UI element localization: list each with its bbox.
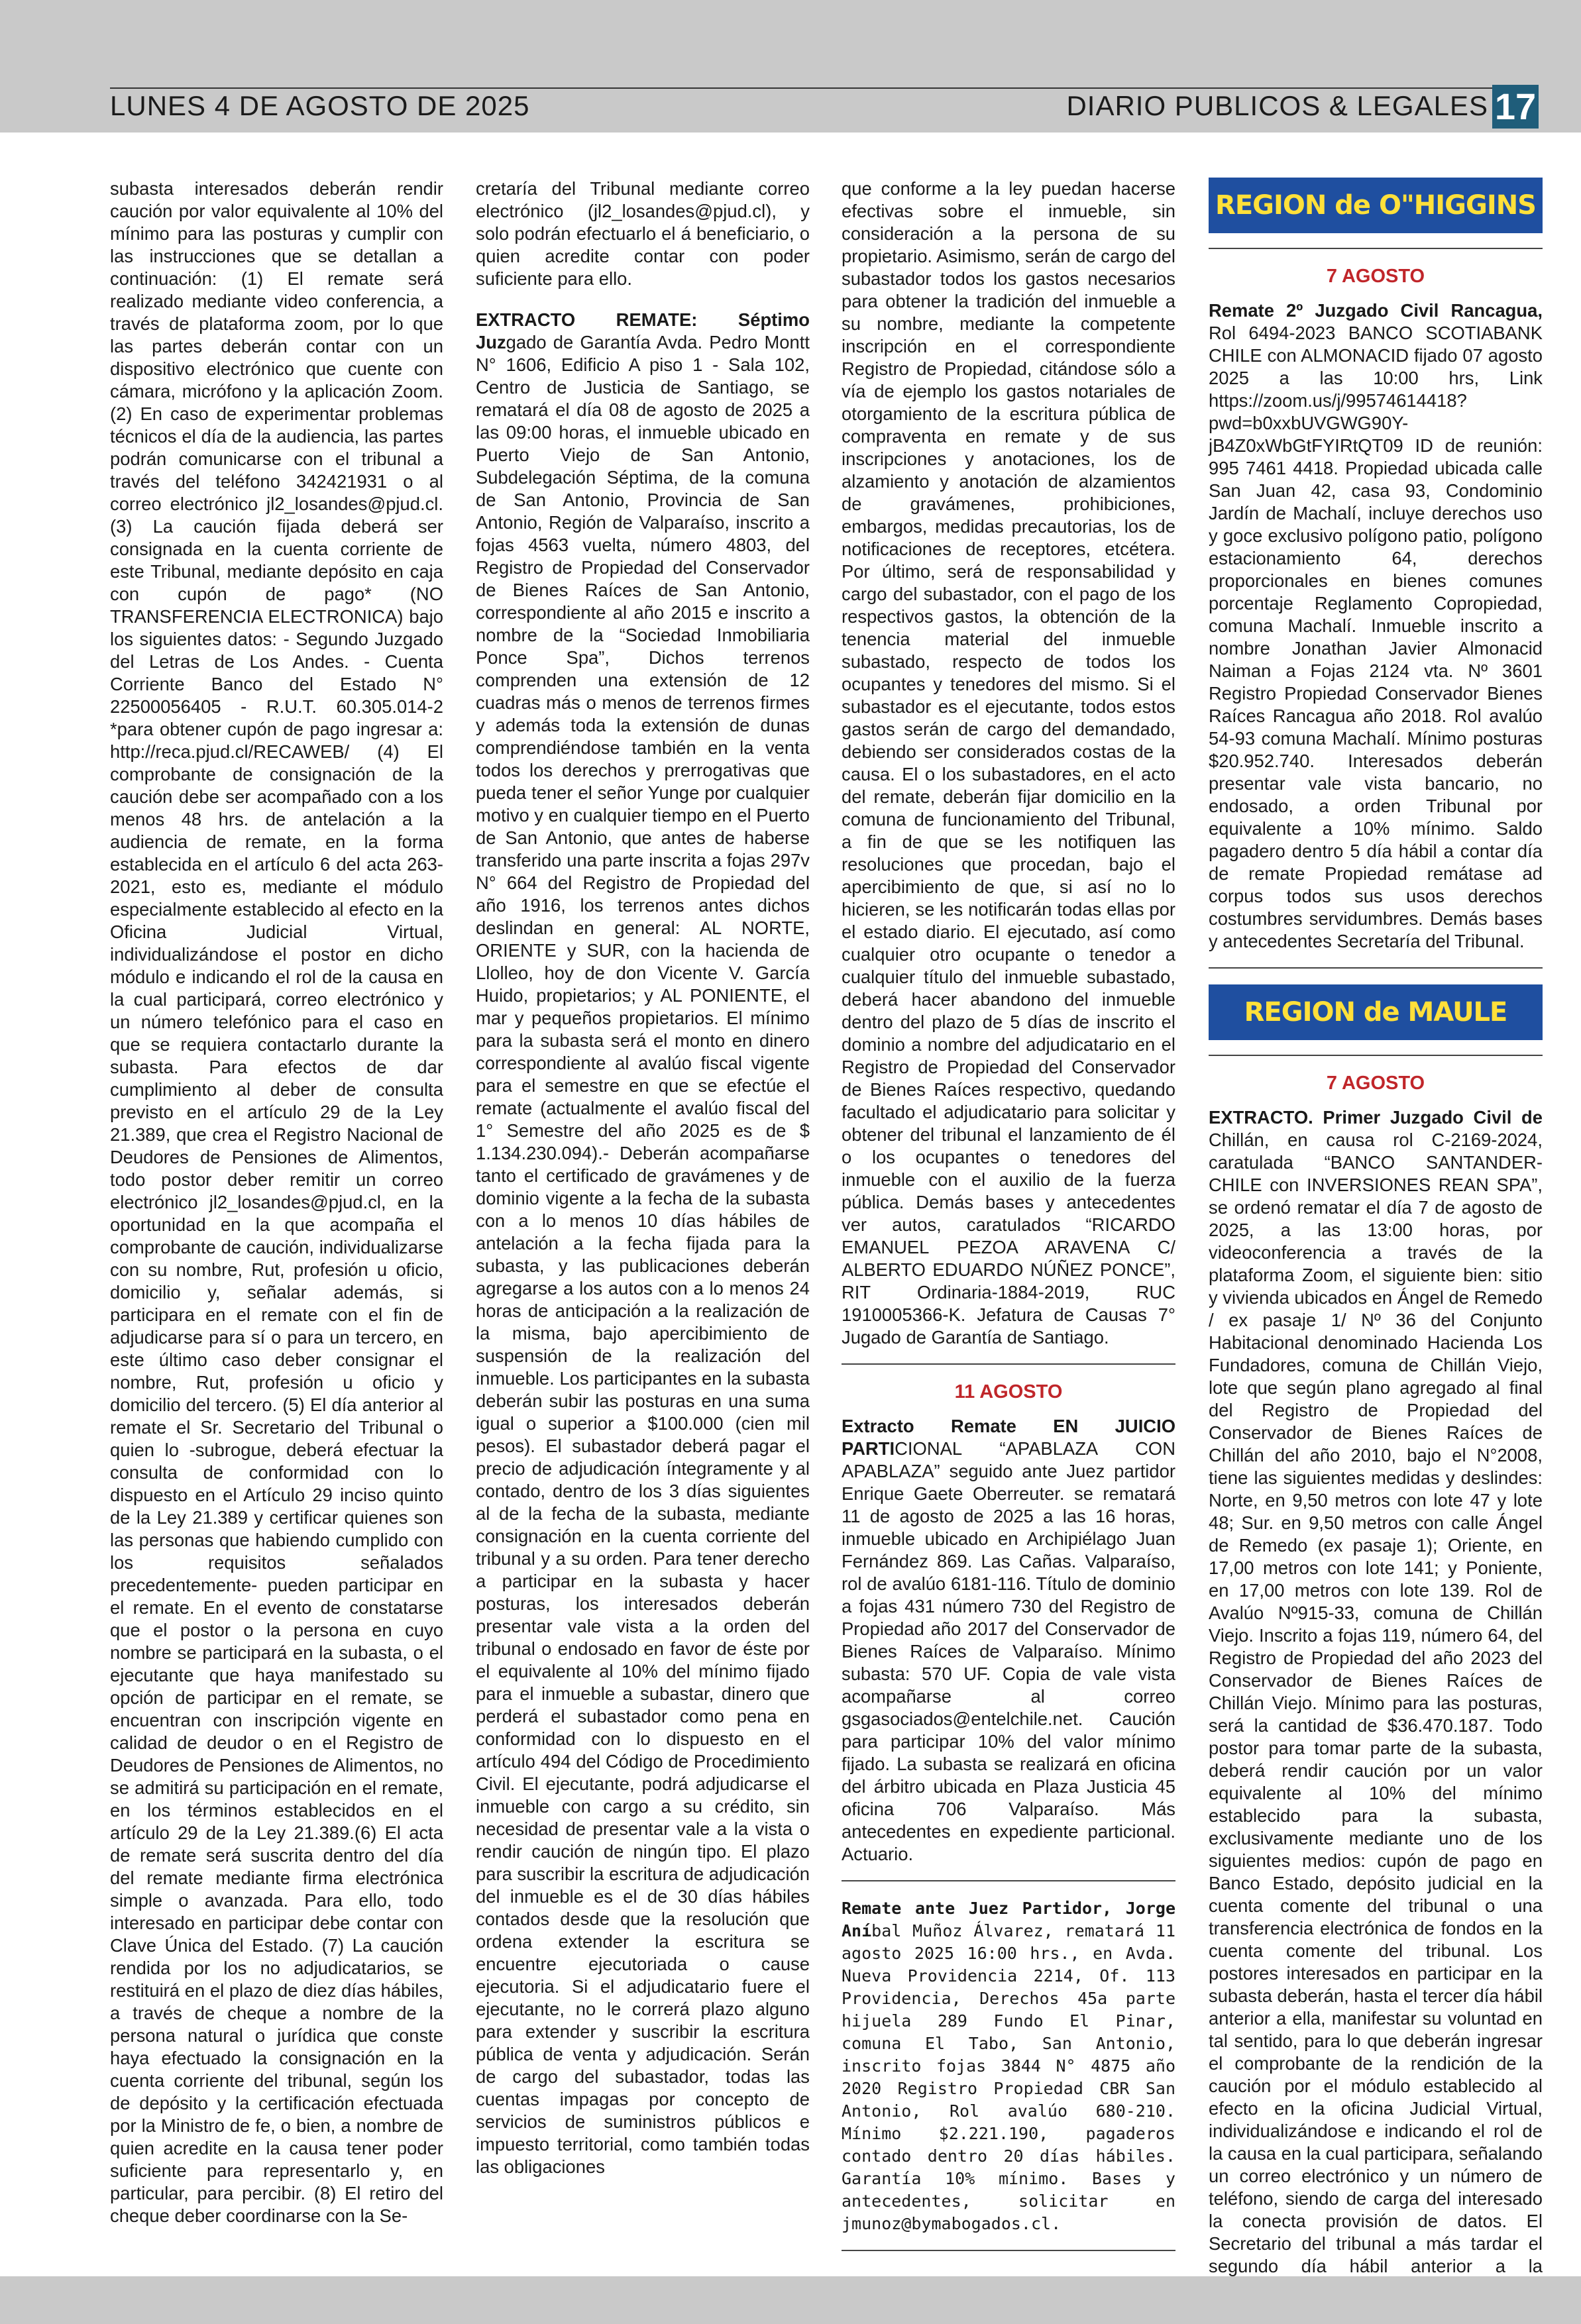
divider <box>842 1363 1175 1365</box>
page-number: 17 <box>1492 85 1539 129</box>
divider <box>1209 248 1543 249</box>
notice-body: CIONAL “APABLAZA CON APABLAZA” seguido ante Juez partidor Enrique Gaete Oberreuter. se rematará 11 de agosto de 2025 a las 16 horas, inmueble ubicado en Archipiélago Juan Fernández 869. Las Cañas. Valparaíso, rol de avalúo 6181-116. Título de dominio a fojas 431 número 730 del Registro de Propiedad año 2017 del Conservador de Bienes Raíces de Valparaíso. Mínimo subasta: 570 UF. Copia de vale vista acompañarse al correo gsgasociados@entelchile.net. Caución para participar 10% del valor mínimo fijado. La subasta se realizará en oficina del árbitro ubicada en Plaza Justicia 45 oficina 706 Valparaíso. Más antecedentes en expediente particional. Actuario. <box>842 1438 1175 1864</box>
newspaper-name: DIARIO PUBLICOS & LEGALES <box>1066 90 1488 121</box>
notice-body: Chillán, en causa rol C-2169-2024, caratulada “BANCO SANTANDER- CHILE con INVERSIONES REAN SPA”, se ordenó rematar el día 7 de agosto de 2025, a las 13:00 horas, por videoconferencia a través de la plataforma Zoom, el siguiente bien: sitio y vivienda ubicados en Ángel de Remedo / ex pasaje 1/ Nº 36 del Conjunto Habitacional denominado Hacienda Los Fundadores, comuna de Chillán Viejo, lote que según plano agregado al final del Registro de Propiedad del Conservador de Bienes Raíces de Chillán del año 2010, bajo el N°2008, tiene las siguientes medidas y deslindes: Norte, en 9,50 metros con lote 47 y lote 48; Sur. en 9,50 metros con calle Ángel de Remedo (ex pasaje 1); Oriente, en 17,00 metros con lote 141; y Poniente, en 17,00 metros con lote 139. Rol de Avalúo Nº915-33, comuna de Chillán Viejo. Inscrito a fojas 119, número 64, del Registro de Propiedad del año 2023 del Conservador de Bienes Raíces de Chillán Viejo. Mínimo para las posturas, será la cantidad de $36.470.187. Todo postor para tomar parte de la subasta, deberá rendir caución por un valor equivalente al 10% del mínimo establecido para la subasta, exclusivamente mediante uno de los siguientes medios: cupón de pago en Banco Estado, depósito judicial en la cuenta comente del tribunal o una transferencia electrónica de fondos en la cuenta comente del tribunal. Los postores interesados en participar en la subasta deberán, hasta el tercer día hábil anterior a ella, manifestar su voluntad en tal sentido, para lo que deberán ingresar el comprobante de la rendición de la caución por el módulo establecido al efecto en la oficina Judicial Virtual, individualizándose e indicando el rol de la causa en la cual participara, señalando un correo electrónico y un número de teléfono, siendo de carga del interesado la conecta provisión de datos. El Secretario del tribunal a más tardar el segundo día hábil anterior a la <box>1209 1130 1543 2276</box>
column-2 <box>476 178 810 2178</box>
notice-juicio-particional <box>842 1415 1175 1866</box>
region-banner-maule: REGION de MAULE <box>1209 984 1543 1040</box>
notice-heading: Remate 2º Juzgado Civil Rancagua, <box>1209 300 1543 321</box>
divider <box>1209 967 1543 969</box>
notice-heading: EXTRACTO REMATE: Séptimo Juz <box>476 309 810 352</box>
notice-continuation: subasta interesados deberán rendir caución por valor equivalente al 10% del mínimo para las posturas y cumplir con las instrucciones que se detallan a continuación: (1) El remate será realizado mediante video conferencia, a través de plataforma zoom, por lo que las partes deberán contar con un dispositivo electrónico que cuente con cámara, micrófono y la aplicación Zoom. (2) En caso de experimentar problemas técnicos el día de la audiencia, las partes podrán comunicarse con el tribunal a través del teléfono 342421931 o al correo electrónico jl2_losandes@pjud.cl. (3) La caución fijada deberá ser consignada en la cuenta corriente de este Tribunal, mediante depósito en caja con cupón de pago* (NO TRANSFERENCIA ELECTRONICA) bajo los siguientes datos: - Segundo Juzgado del Letras de Los Andes. - Cuenta Corriente Banco del Estado N° 22500056405 - R.U.T. 60.305.014-2 *para obtener cupón de pago ingresar a: http://reca.pjud.cl/RECAWEB/ (4) El comprobante de consignación de la caución debe ser acompañado con a los menos 48 hrs. de antelación a la audiencia de remate, en la forma establecida en el artículo 6 del acta 263-2021, esto es, mediante el módulo especialmente establecido al efecto en la Oficina Judicial Virtual, individualizándose el postor en dicho módulo e indicando el rol de la causa en la cual participará, correo electrónico y un número telefónico para el caso en que se requiera contactarlo durante la subasta. Para efectos de dar cumplimiento al deber de consulta previsto en el artículo 29 de la Ley 21.389, que crea el Registro Nacional de Deudores de Pensiones de Alimentos, todo postor deber remitir un correo electrónico jl2_losandes@pjud.cl, en la oportunidad en la que acompaña el comprobante de caución, individualizarse con su nombre, Rut, profesión u oficio, domicilio y, señalar además, si participara en el remate con el fin de adjudicarse para sí o para un tercero, en este último caso deber consignar el nombre, Rut, profesión u oficio y domicilio del tercero. (5) El día anterior al remate el Sr. Secretario del Tribunal o quien lo -subrogue, deberá efectuar la consulta de conformidad con lo dispuesto en el Artículo 29 inciso quinto de la Ley 21.389 y certificar quienes son las personas que habiendo cumplido con los requisitos señalados precedentemente- pueden participar en el remate. En el evento de constatarse que el postor o la persona en cuyo nombre se participará en la subasta, o el ejecutante que haya manifestado su opción de participar en el remate, se encuentran con inscripción vigente en calidad de deudor o en el Registro de Deudores de Pensiones de Alimentos, no se admitirá su participación en el remate, en los términos establecidos en el artículo 29 de la Ley 21.389.(6) El acta de remate será suscrita dentro del día del remate mediante firma electrónica simple o avanzada. Para ello, todo interesado en participar debe contar con Clave Única del Estado. (7) La caución rendida por los no adjudicatarios, se restituirá en el plazo de diez días hábiles, a través de cheque a nombre de la persona natural o jurídica que conste haya efectuado la consignación en la cuenta corriente del tribunal, según los de depósito y la certificación efectuada por la Ministro de fe, o bien, a nombre de quien acredite en la causa tener poder suficiente para representarlo y, en particular, para percibir. (8) El retiro del cheque deber coordinarse con la Se- <box>110 178 443 2226</box>
section-date: 7 AGOSTO <box>1326 266 1425 287</box>
section-date: 7 AGOSTO <box>1326 1073 1425 1094</box>
notice-heading: Extracto Remate EN JUICIO PARTI <box>842 1416 1175 1459</box>
notice-body: Rol 6494-2023 BANCO SCOTIABANK CHILE con ALMONACID fijado 07 agosto 2025 a las 10:00 hrs, Link https://zoom.us/j/99574614418?pwd=b0xxbUVGWG90Y-jB4Z0xWbGtFYIRtQT09 ID de reunión: 995 7461 4418. Propiedad ubicada calle San Juan 42, casa 93, Condominio Jardín de Machalí, incluye derechos uso y goce exclusivo polígono patio, polígono estacionamiento 64, derechos proporcionales en bienes comunes porcentaje Reglamento Copropiedad, comuna Machalí. Inmueble inscrito a nombre Jonathan Javier Almonacid Naiman a Fojas 2124 vta. Nº 3601 Registro Propiedad Conservador Bienes Raíces Rancagua año 2018. Rol avalúo 54-93 comuna Machalí. Mínimo posturas $20.952.740. Interesados deberán presentar vale vista bancario, no endosado, a orden Tribunal por equivalente a 10% mínimo. Saldo pagadero dentro 5 día hábil a contar día de remate Propiedad remátase ad corpus todos sus usos derechos costumbres servidumbres. Demás bases y antecedentes Secretaría del Tribunal. <box>1209 323 1543 951</box>
notice-continuation: cretaría del Tribunal mediante correo electrónico (jl2_losandes@pjud.cl), y solo podrán efectuarlo el á beneficiario, o quien acredite contar con poder suficiente para ello. <box>476 178 810 289</box>
divider <box>842 1880 1175 1881</box>
divider <box>842 2250 1175 2251</box>
notice-heading: EXTRACTO. Primer Juzgado Civil de <box>1209 1107 1543 1128</box>
column-4 <box>1209 178 1543 2300</box>
notice-continuation: que conforme a la ley puedan hacerse efectivas sobre el inmueble, sin consideración a la persona de su propietario. Asimismo, serán de cargo del subastador todos los gastos necesarios para obtener la tradición del inmueble a su nombre, mediante la competente inscripción en el correspondiente Registro de Propiedad, citándose sólo a vía de ejemplo los gastos notariales de otorgamiento de la escritura pública de compraventa en remate y de sus inscripciones y anotaciones, los de alzamiento y anotación de alzamientos de gravámenes, prohibiciones, embargos, medidas precautorias, los de notificaciones de receptores, etcétera. Por último, será de responsabilidad y cargo del subastador, con el pago de los respectivos gastos, la obtención de la tenencia material del inmueble subastado, respecto de todos los ocupantes y tenedores del mismo. Si el subastador es el ejecutante, todos estos gastos serán de cargo del demandado, debiendo ser considerados costas de la causa. El o los subastadores, en el acto del remate, deberán fijar domicilio en la comuna de funcionamiento del Tribunal, a fin de que se les notifiquen las resoluciones que procedan, bajo el apercibimiento de que, si así no lo hicieren, se les notificarán todas ellas por el estado diario. El ejecutado, así como cualquier otro ocupante o tenedor a cualquier título del inmueble subastado, deberá hacer abandono del inmueble dentro del plazo de 5 días de inscrito el dominio a nombre del adjudicatario en el Registro de Propiedad del Conservador de Bienes Raíces respectivo, quedando facultado el adjudicatario para solicitar y obtener del tribunal el lanzamiento de él o los ocupantes o tenedores del inmueble con el auxilio de la fuerza pública. Demás bases y antecedentes ver autos, caratulados “RICARDO EMANUEL PEZOA ARAVENA C/ ALBERTO EDUARDO NÚÑEZ PONCE”, RIT Ordinaria-1884-2019, RUC 1910005366-K. Jefatura de Causas 7° Jugado de Garantía de Santiago. <box>842 178 1175 1347</box>
notice-body: gado de Garantía Avda. Pedro Montt N° 1606, Edificio A piso 1 - Sala 102, Centro de Justicia de Santiago, se rematará el día 08 de agosto de 2025 a las 09:00 horas, el inmueble ubicado en Puerto Viejo de San Antonio, Subdelegación Séptima, de la comuna de San Antonio, Provincia de San Antonio, Región de Valparaíso, inscrito a fojas 4563 vuelta, número 4803, del Registro de Propiedad del Conservador de Bienes Raíces de San Antonio, correspondiente al año 2015 e inscrito a nombre de la “Sociedad Inmobiliaria Ponce Spa”, Dichos terrenos comprenden una extensión de 12 cuadras más o menos de terrenos firmes y además toda la extensión de dunas comprendiéndose también en la venta todos los derechos y prerrogativas que pueda tener el señor Yunge por cualquier motivo y en cualquier tiempo en el Puerto de San Antonio, que antes de haberse transferido una parte inscrita a fojas 297v N° 664 del Registro de Propiedad del año 1916, los terrenos antes dichos deslindan en general: AL NORTE, ORIENTE y SUR, con la hacienda de Llolleo, hoy de don Vicente V. García Huido, propietarios; y AL PONIENTE, el mar y pequeños propietarios. El mínimo para la subasta será el monto en dinero correspondiente al avalúo fiscal vigente para el semestre en que se efectúe el remate (actualmente el avalúo fiscal del 1° Semestre del año 2025 es de $ 1.134.230.094).- Deberán acompañarse tanto el certificado de gravámenes y de dominio vigente a la fecha de la subasta con a lo menos 10 días hábiles de antelación a la fecha fijada para la subasta, y las publicaciones deberán agregarse a los autos con a lo menos 24 horas de anticipación a la realización de la misma, bajo apercibimiento de suspensión de la realización del inmueble. Los participantes en la subasta deberán subir las posturas en una suma igual o superior a $100.000 (cien mil pesos). El subastador deberá pagar el precio de adjudicación íntegramente y al contado, dentro de los 3 días siguientes al de la fecha de la subasta, mediante consignación en la cuenta corriente del tribunal y a su orden. Para tener derecho a participar en la subasta y hacer posturas, los interesados deberán presentar vale vista a la orden del tribunal o endosado en favor de éste por el equivalente al 10% del mínimo fijado para el inmueble a subastar, dinero que perderá el subastador como pena en conformidad con lo dispuesto en el artículo 494 del Código de Procedimiento Civil. El ejecutante, podrá adjudicarse el inmueble con cargo a su crédito, sin necesidad de presentar vale a la vista o rendir caución de ningún tipo. El plazo para suscribir la escritura de adjudicación del inmueble es el de 30 días hábiles contados desde que la resolución que ordena extender la escritura se encuentre ejecutoriada o cause ejecutoria. Si el adjudicatario fuere el ejecutante, no le correrá plazo alguno para extender y suscribir la escritura pública de venta y adjudicación. Serán de cargo del subastador, todas las cuentas impagas por concepto de servicios de suministros públicos e impuesto territorial, como también todas las obligaciones <box>476 332 810 2177</box>
divider <box>1209 1055 1543 1056</box>
column-3 <box>842 178 1175 2267</box>
footer-band <box>0 2276 1581 2324</box>
notice-extracto-remate <box>476 309 810 2178</box>
issue-date: LUNES 4 DE AGOSTO DE 2025 <box>110 90 530 121</box>
notice-rancagua <box>1209 299 1543 953</box>
notice-heading: Remate ante Juez Partidor, Jorge Aní <box>842 1899 1175 1940</box>
column-1 <box>110 178 443 2227</box>
section-date: 11 AGOSTO <box>954 1381 1063 1402</box>
notice-body: bal Muñoz Álvarez, rematará 11 agosto 2025 16:00 hrs., en Avda. Nueva Providencia 2214, Of. 113 Providencia, Derechos 45a parte hijuela 289 Fundo El Pinar, comuna El Tabo, San Antonio, inscrito fojas 3844 N° 4875 año 2020 Registro Propiedad CBR San Antonio, Rol avalúo 680-210. Mínimo $2.221.190, pagaderos contado dentro 20 días hábiles. Garantía 10% mínimo. Bases y antecedentes, solicitar en jmunoz@bymabogados.cl. <box>842 1921 1175 2233</box>
notice-juez-partidor <box>842 1897 1175 2235</box>
header-rule <box>110 87 1495 89</box>
notice-chillan <box>1209 1106 1543 2300</box>
region-banner-ohiggins: REGION de O"HIGGINS <box>1209 178 1543 233</box>
